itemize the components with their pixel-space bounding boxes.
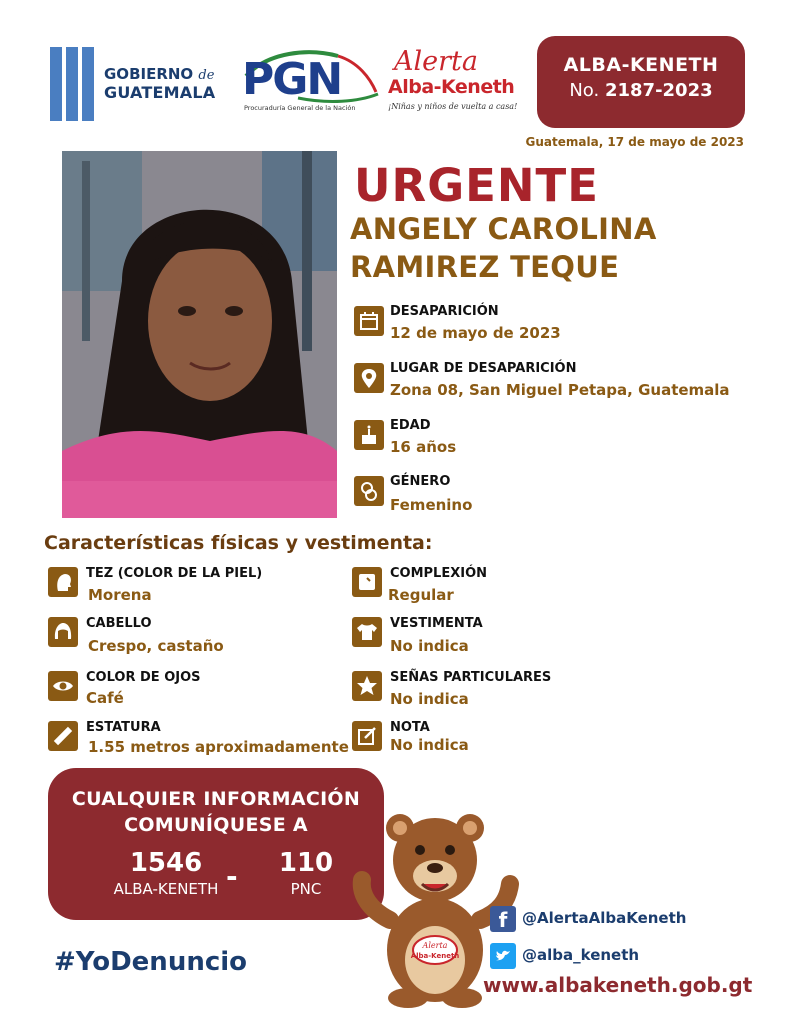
info-value-desaparicion: 12 de mayo de 2023 [390, 324, 561, 342]
svg-text:Alba-Keneth: Alba-Keneth [410, 952, 460, 960]
person-name-line1: ANGELY CAROLINA [350, 212, 657, 246]
info-value-lugar: Zona 08, San Miguel Petapa, Guatemala [390, 381, 730, 399]
info-label-genero: GÉNERO [390, 474, 451, 489]
note-icon [352, 721, 382, 751]
twitter-icon[interactable] [490, 943, 516, 969]
phone-alba-keneth-label: ALBA-KENETH [113, 880, 219, 898]
char-value-complexion: Regular [388, 586, 454, 604]
char-label-nota: NOTA [390, 720, 430, 735]
info-label-desaparicion: DESAPARICIÓN [390, 304, 499, 319]
missing-person-photo [62, 151, 337, 518]
head-icon [48, 567, 78, 597]
alerta-word: Alerta [394, 46, 478, 77]
info-label-lugar: LUGAR DE DESAPARICIÓN [390, 361, 577, 376]
alba-keneth-word: Alba-Keneth [388, 76, 515, 98]
char-label-ojos: COLOR DE OJOS [86, 670, 201, 685]
char-value-senas: No indica [390, 690, 469, 708]
star-icon [352, 671, 382, 701]
phone-alba-keneth[interactable]: 1546 [129, 848, 203, 878]
phone-pnc-label: PNC [290, 880, 322, 898]
info-value-edad: 16 años [390, 438, 457, 456]
pgn-letters: PGN [242, 54, 342, 105]
scale-icon [352, 567, 382, 597]
hair-icon [48, 617, 78, 647]
char-label-cabello: CABELLO [86, 616, 152, 631]
alerta-tagline: ¡Niñas y niños de vuelta a casa! [388, 102, 518, 111]
website-link[interactable]: www.albakeneth.gob.gt [483, 973, 753, 997]
calendar-icon [354, 306, 384, 336]
ruler-icon [48, 721, 78, 751]
shirt-icon [352, 617, 382, 647]
info-value-genero: Femenino [390, 496, 473, 514]
char-label-tez: TEZ (COLOR DE LA PIEL) [86, 566, 263, 581]
contact-box [48, 768, 384, 920]
gender-icon [354, 476, 384, 506]
twitter-handle[interactable]: @alba_keneth [522, 946, 640, 964]
contact-line2: COMUNÍQUESE A [124, 814, 308, 836]
char-label-senas: SEÑAS PARTICULARES [390, 670, 552, 685]
gov-line2: GUATEMALA [104, 83, 216, 102]
char-value-vestimenta: No indica [390, 637, 469, 655]
char-value-ojos: Café [86, 689, 124, 707]
urgent-heading: URGENTE [354, 159, 599, 212]
publication-date: Guatemala, 17 de mayo de 2023 [525, 135, 744, 149]
characteristics-title: Características físicas y vestimenta: [44, 532, 433, 554]
char-value-cabello: Crespo, castaño [88, 637, 224, 655]
char-label-complexion: COMPLEXIÓN [390, 566, 488, 581]
eye-icon [48, 671, 78, 701]
case-number-box [537, 36, 745, 128]
char-label-vestimenta: VESTIMENTA [390, 616, 483, 631]
char-value-tez: Morena [88, 586, 152, 604]
case-no-prefix: No. [569, 80, 600, 101]
birthday-cake-icon [354, 420, 384, 450]
gobierno-logo-text [104, 66, 215, 101]
svg-text:Alerta: Alerta [422, 941, 448, 950]
case-title: ALBA-KENETH [563, 54, 719, 76]
gov-line1: GOBIERNO [104, 65, 194, 83]
pgn-logo [238, 48, 380, 116]
person-name-line2: RAMIREZ TEQUE [350, 250, 620, 284]
info-label-edad: EDAD [390, 418, 431, 433]
gov-de: de [198, 68, 215, 83]
hashtag: #YoDenuncio [54, 947, 248, 977]
char-value-estatura: 1.55 metros aproximadamente [88, 738, 349, 756]
char-value-nota: No indica [390, 736, 469, 754]
location-pin-icon [354, 363, 384, 393]
pgn-subtitle: Procuraduría General de la Nación [244, 104, 356, 112]
facebook-icon[interactable]: f [490, 906, 516, 932]
case-number: 2187-2023 [604, 80, 713, 101]
alerta-alba-keneth-logo [384, 46, 524, 116]
contact-line1: CUALQUIER INFORMACIÓN [71, 788, 361, 810]
gobierno-logo-bars [50, 47, 94, 121]
facebook-handle[interactable]: @AlertaAlbaKeneth [522, 909, 687, 927]
char-label-estatura: ESTATURA [86, 720, 161, 735]
phone-pnc[interactable]: 110 [278, 848, 334, 878]
contact-separator: - [226, 860, 238, 893]
